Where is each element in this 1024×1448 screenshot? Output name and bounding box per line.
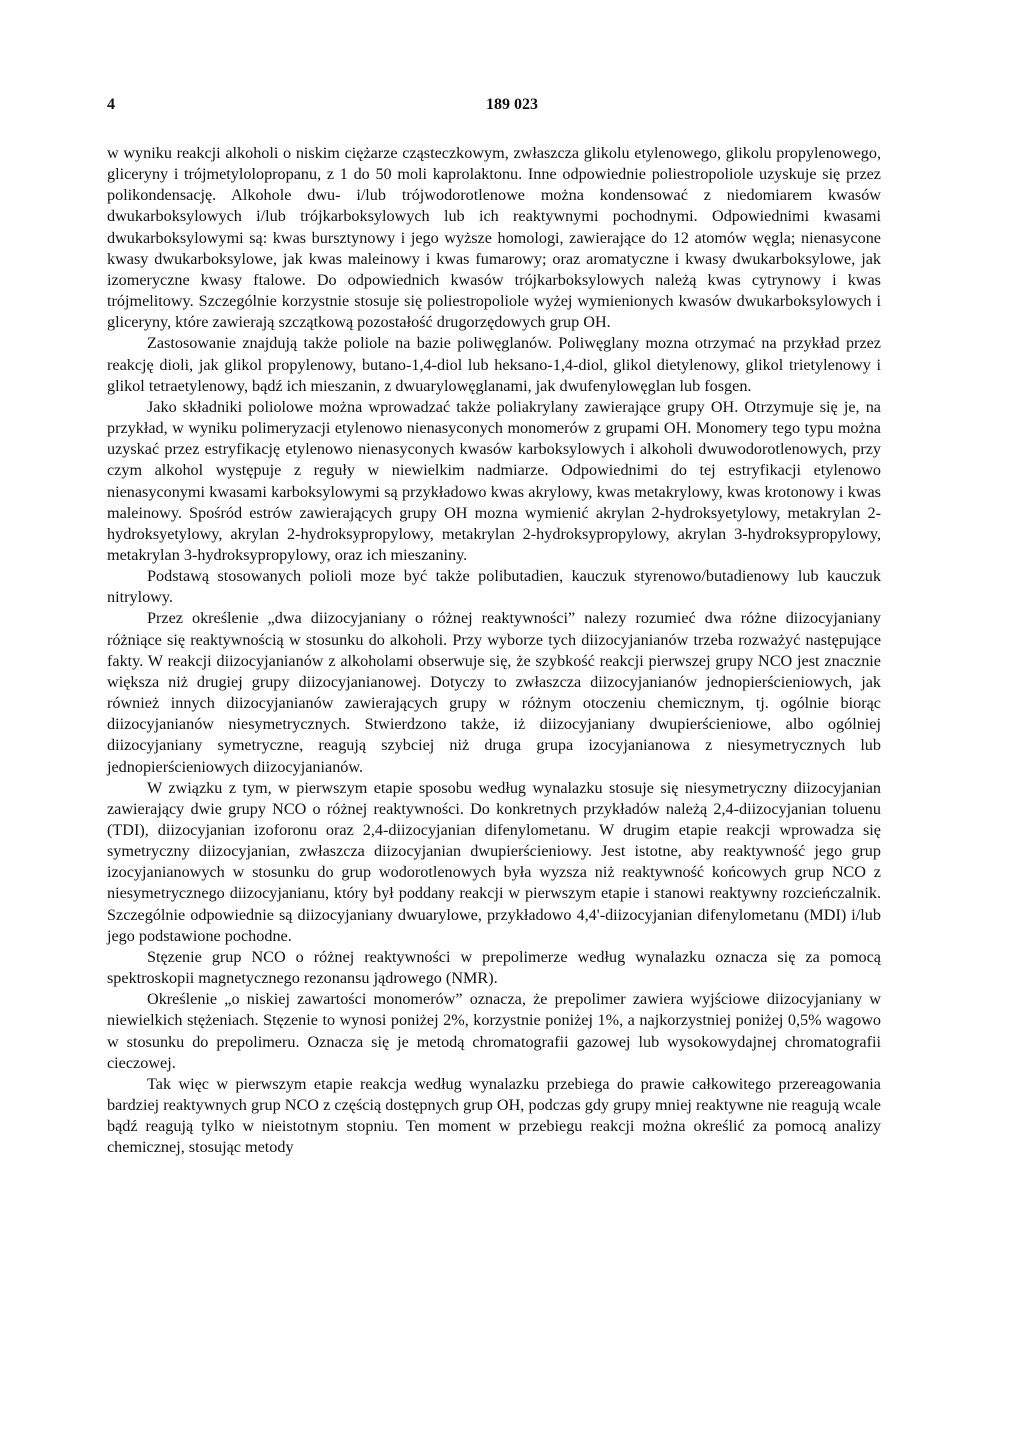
paragraph: Tak więc w pierwszym etapie reakcja według wynalazku przebiega do prawie całkowitego przereagowania bardziej reaktywnych grup NCO z częścią dostępnych grup OH, podczas gdy grupy mniej reaktywne nie reagują wcale bądź reagują tylko w nieistotnym stopniu. Ten moment w przebiegu reakcji można określić za pomocą analizy chemicznej, stosując metody: [107, 1074, 881, 1157]
patent-number: 189 023: [486, 96, 538, 113]
paragraph: Podstawą stosowanych polioli moze być także polibutadien, kauczuk styrenowo/butadienowy lub kauczuk nitrylowy.: [107, 567, 881, 607]
paragraph: Określenie „o niskiej zawartości monomerów” oznacza, że prepolimer zawiera wyjściowe diizocyjaniany w niewielkich stężeniach. Stęzenie to wynosi poniżej 2%, korzystnie poniżej 1%, a najkorzystniej poniżej 0,5% wagowo w stosunku do prepolimeru. Oznacza się je metodą chromatografii gazowej lub wysokowydajnej chromatografii cieczowej.: [107, 990, 881, 1072]
paragraph: W związku z tym, w pierwszym etapie sposobu według wynalazku stosuje się niesymetryczny diizocyjanian zawierający dwie grupy NCO o różnej reaktywności. Do konkretnych przykładów należą 2,4-diizocyjanian toluenu (TDI), diizocyjanian izoforonu oraz 2,4-diizocyjanian difenylometanu. W drugim etapie reakcji wprowadza się symetryczny diizocyjanian, zwłaszcza diizocyjanian dwupierścieniowy. Jest istotne, aby reaktywność jego grup izocyjanianowych w stosunku do grup wodorotlenowych była wyzsza niż reaktywność końcowych grup NCO z niesymetrycznego diizocyjanianu, który był poddany reakcji w pierwszym etapie i stanowi reaktywny rozcieńczalnik. Szczególnie odpowiednie są diizocyjaniany dwuarylowe, przykładowo 4,4'-diizocyjanian difenylometanu (MDI) i/lub jego podstawione pochodne.: [107, 778, 881, 945]
page-number: 4: [107, 96, 115, 113]
body-text: [107, 143, 881, 1159]
paragraph: Zastosowanie znajdują także poliole na bazie poliwęglanów. Poliwęglany mozna otrzymać na przykład przez reakcję dioli, jak glikol propylenowy, butano-1,4-diol lub heksano-1,4-diol, glikol dietylenowy, glikol trietylenowy i glikol tetraetylenowy, bądź ich mieszanin, z dwuarylowęglanami, jak dwufenylowęglan lub fosgen.: [107, 334, 881, 395]
paragraph: Stęzenie grup NCO o różnej reaktywności w prepolimerze według wynalazku oznacza się za pomocą spektroskopii magnetycznego rezonansu jądrowego (NMR).: [107, 947, 881, 988]
paragraph: w wyniku reakcji alkoholi o niskim ciężarze cząsteczkowym, zwłaszcza glikolu etylenowego, glikolu propylenowego, gliceryny i trójmetylolopropanu, z 1 do 50 moli kaprolaktonu. Inne odpowiednie poliestropoliole uzyskuje się przez polikondensację. Alkohole dwu- i/lub trójwodorotlenowe można kondensować z niedomiarem kwasów dwukarboksylowych i/lub trójkarboksylowych lub ich reaktywnymi pochodnymi. Odpowiednimi kwasami dwukarboksylowymi są: kwas bursztynowy i jego wyższe homologi, zawierające do 12 atomów węgla; nienasycone kwasy dwukarboksylowe, jak kwas maleinowy i kwas fumarowy; oraz aromatyczne i kwasy dwukarboksylowe, jak izomeryczne kwasy ftalowe. Do odpowiednich kwasów trójkarboksylowych należą kwas cytrynowy i kwas trójmelitowy. Szczególnie korzystnie stosuje się poliestropoliole wyżej wymienionych kwasów dwukarboksylowych i gliceryny, które zawierają szczątkową pozostałość drugorzędowych grup OH.: [107, 144, 881, 332]
paragraph: Jako składniki poliolowe można wprowadzać także poliakrylany zawierające grupy OH. Otrzymuje się je, na przykład, w wyniku polimeryzacji etylenowo nienasyconych monomerów z grupami OH. Monomery tego typu można uzyskać przez estryfikację etylenowo nienasyconych kwasów karboksylowych i alkoholi dwuwodorotlenowych, przy czym alkohol występuje z reguły w niewielkim nadmiarze. Odpowiednimi do tej estryfikacji etylenowo nienasyconymi kwasami karboksylowymi są przykładowo kwas akrylowy, kwas metakrylowy, kwas krotonowy i kwas maleinowy. Spośród estrów zawierających grupy OH mozna wymienić akrylan 2-hydroksyetylowy, metakrylan 2-hydroksyetylowy, akrylan 2-hydroksypropylowy, metakrylan 2-hydroksypropylowy, akrylan 3-hydroksypropylowy, metakrylan 3-hydroksypropylowy, oraz ich mieszaniny.: [107, 397, 881, 564]
paragraph: Przez określenie „dwa diizocyjaniany o różnej reaktywności” nalezy rozumieć dwa różne diizocyjaniany różniące się reaktywnością w stosunku do alkoholi. Przy wyborze tych diizocyjanianów trzeba rozważyć następujące fakty. W reakcji diizocyjanianów z alkoholami obserwuje się, że szybkość reakcji pierwszej grupy NCO jest znacznie większa niż drugiej grupy diizocyjanianowej. Dotyczy to zwłaszcza diizocyjanianów jednopierścieniowych, jak również innych diizocyjanianów zawierających grupy w różnym otoczeniu chemicznym, tj. ogólnie biorąc diizocyjanianów niesymetrycznych. Stwierdzono także, iż diizocyjaniany dwupierścieniowe, albo ogólniej diizocyjaniany symetryczne, reagują szybciej niż druga grupa izocyjanianowa z niesymetrycznych lub jednopierścieniowych diizocyjanianów.: [107, 609, 881, 776]
